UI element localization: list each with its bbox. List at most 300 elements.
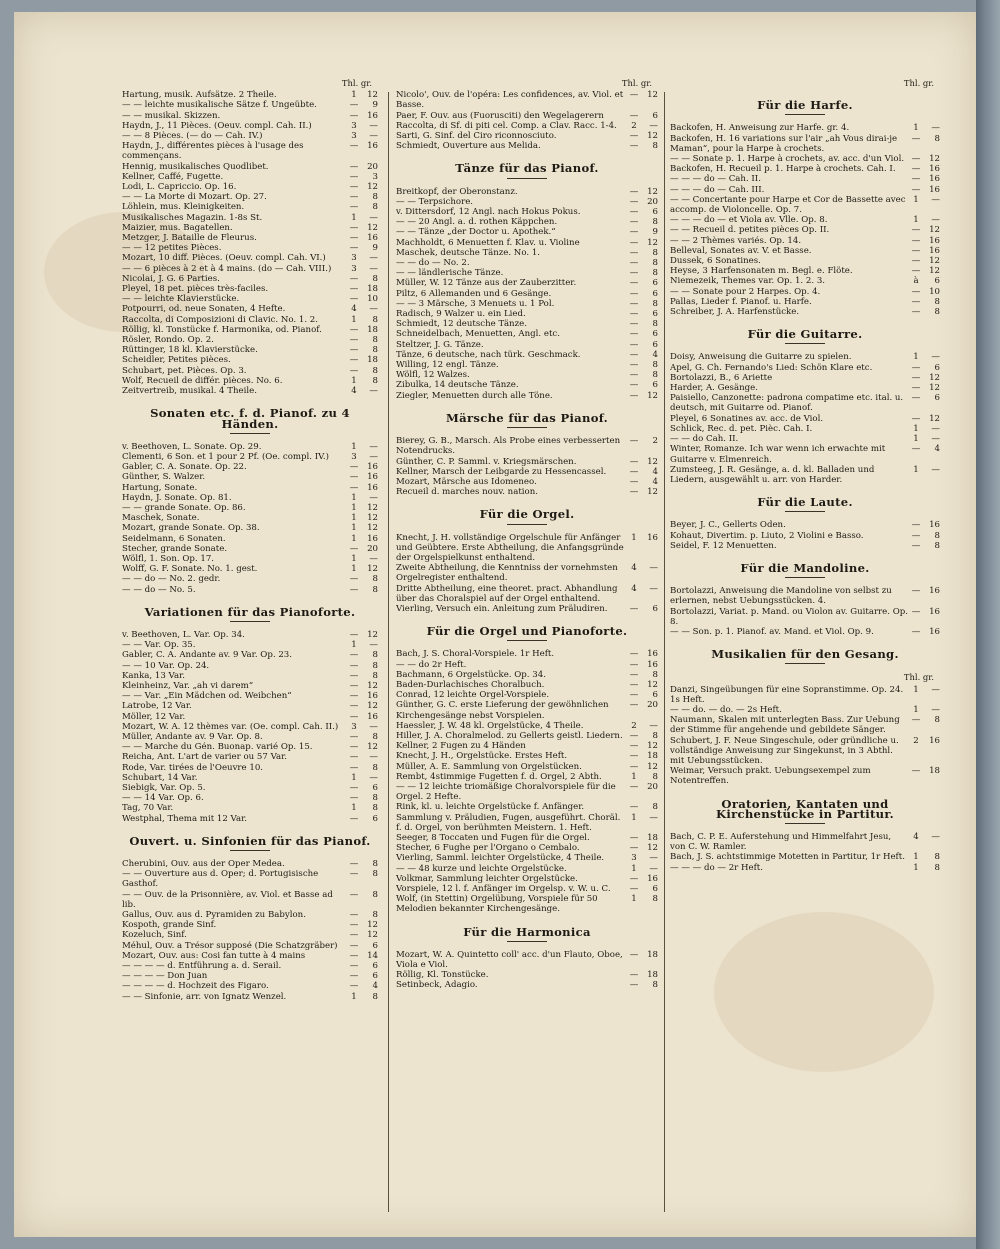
- price-thaler: —: [349, 182, 359, 193]
- section-divider: [507, 427, 547, 428]
- entry-title: Günther, S. Walzer.: [122, 472, 206, 483]
- catalogue-entry: [396, 660, 658, 670]
- price-groschen: 8: [372, 192, 378, 203]
- price-thaler: —: [911, 530, 921, 541]
- price-groschen: —: [649, 863, 658, 874]
- price-groschen: 16: [367, 472, 378, 483]
- price-thaler: 1: [631, 894, 637, 905]
- entry-title: Kellner, Marsch der Leibgarde zu Hessencassel.: [396, 466, 607, 477]
- price-groschen: 16: [929, 586, 940, 597]
- price-thaler: —: [349, 324, 359, 335]
- price-groschen: 8: [652, 370, 658, 381]
- price-column-header: Thl. gr.: [621, 78, 652, 88]
- section-title: Tänze für das Pianof.: [455, 161, 599, 176]
- price-groschen: —: [931, 215, 940, 226]
- price-groschen: 12: [647, 761, 658, 772]
- catalogue-entry: [122, 213, 378, 223]
- entry-title: Doisy, Anweisung die Guitarre zu spielen.: [670, 352, 852, 363]
- section-divider: [230, 850, 270, 851]
- entry-title: — — leichte musikalische Sätze f. Ungeübte.: [122, 100, 317, 111]
- entry-title: Musikalisches Magazin. 1-8s St.: [122, 212, 263, 223]
- price-groschen: —: [649, 120, 658, 131]
- entry-title: Haessler, J. W. 48 kl. Orgelstücke, 4 Theile.: [396, 720, 584, 731]
- price-thaler: 1: [631, 812, 637, 823]
- price-thaler: —: [349, 940, 359, 951]
- price-thaler: —: [349, 920, 359, 931]
- catalogue-entry: [122, 483, 378, 493]
- entry-title: — — 6 pièces à 2 et à 4 mains. (do — Cah. VIII.): [122, 263, 332, 274]
- entry-title: Breitkopf, der Oberonstanz.: [396, 186, 518, 197]
- price-groschen: 12: [647, 90, 658, 101]
- entry-title: Mozart, 10 diff. Pièces. (Oeuv. compl. Cah. VI.): [122, 253, 326, 264]
- price-thaler: 1: [351, 803, 357, 814]
- catalogue-entry: [396, 350, 658, 360]
- entry-title: Reicha, Ant. L'art de varier ou 57 Var.: [122, 752, 288, 763]
- entry-title: — — — do — Cah. III.: [670, 184, 765, 195]
- price-groschen: —: [931, 423, 940, 434]
- price-groschen: 16: [367, 691, 378, 702]
- catalogue-entry: [122, 661, 378, 671]
- price-groschen: 6: [372, 961, 378, 972]
- price-groschen: —: [369, 212, 378, 223]
- entry-title: — — grande Sonate. Op. 86.: [122, 502, 246, 513]
- catalogue-entry: [670, 393, 940, 413]
- catalogue-entry: [396, 772, 658, 782]
- catalogue-entry: [122, 192, 378, 202]
- catalogue-entry: [122, 783, 378, 793]
- entry-title: Seidelmann, 6 Sonaten.: [122, 533, 226, 544]
- price-thaler: —: [911, 766, 921, 777]
- entry-title: Schubert, J. F. Neue Singeschule, oder gründliche u. vollständige Anweisung zur Singekunst, in 3 Abthl. mit Uebungsstücken.: [670, 735, 899, 766]
- price-groschen: 20: [647, 781, 658, 792]
- entry-title: Bortolazzi, Variat. p. Mand. ou Violon av. Guitarre. Op. 8.: [670, 606, 908, 627]
- entry-title: Haydn, J., différentes pièces à l'usage des commençans.: [122, 141, 304, 162]
- catalogue-entry: [122, 442, 378, 452]
- catalogue-entry: [670, 383, 940, 393]
- price-groschen: —: [369, 640, 378, 651]
- entry-title: Schreiber, J. A. Harfenstücke.: [670, 307, 800, 318]
- price-thaler: —: [349, 345, 359, 356]
- price-thaler: —: [349, 273, 359, 284]
- entry-title: — — — — Don Juan: [122, 971, 208, 982]
- entry-title: — — Var. Op. 35.: [122, 640, 196, 651]
- price-groschen: 8: [652, 258, 658, 269]
- entry-title: Vierling, Versuch ein. Anleitung zum Präludiren.: [396, 603, 608, 614]
- price-groschen: 8: [934, 307, 940, 318]
- entry-title: — — do. — do. — 2s Heft.: [670, 704, 782, 715]
- catalogue-entry: [122, 920, 378, 930]
- price-thaler: —: [911, 245, 921, 256]
- entry-title: — — Sinfonie, arr. von Ignatz Wenzel.: [122, 991, 287, 1002]
- price-thaler: —: [629, 247, 639, 258]
- price-thaler: —: [349, 233, 359, 244]
- entry-title: Zweite Abtheilung, die Kenntniss der vornehmsten Orgelregister enthaltend.: [396, 563, 618, 584]
- entry-title: Röllig, Kl. Tonstücke.: [396, 970, 489, 981]
- catalogue-entry: [670, 236, 940, 246]
- entry-title: Danzi, Singeübungen für eine Sopranstimme. Op. 24. 1s Heft.: [670, 684, 904, 705]
- catalogue-entry: [122, 376, 378, 386]
- price-groschen: 12: [367, 564, 378, 575]
- price-thaler: —: [629, 360, 639, 371]
- entry-title: Recueil d. marches nouv. nation.: [396, 487, 538, 498]
- price-thaler: —: [629, 884, 639, 895]
- catalogue-entry: [122, 253, 378, 263]
- price-groschen: 20: [367, 543, 378, 554]
- price-thaler: 2: [913, 735, 919, 746]
- price-groschen: 12: [929, 413, 940, 424]
- price-groschen: —: [649, 853, 658, 864]
- catalogue-entry: [122, 574, 378, 584]
- catalogue-entry: [670, 154, 940, 164]
- price-thaler: 1: [913, 423, 919, 434]
- price-groschen: 8: [652, 217, 658, 228]
- entry-title: Knecht, J. H. vollständige Orgelschule für Anfänger und Geübtere. Erste Abtheilung, die Anfangsgründe der Orgelspielkunst enthaltend.: [396, 532, 624, 563]
- price-thaler: —: [911, 266, 921, 277]
- section-title: Märsche für das Pianof.: [446, 410, 608, 425]
- entry-title: — — 2 Thèmes variés. Op. 14.: [670, 235, 802, 246]
- price-groschen: 8: [652, 802, 658, 813]
- entry-title: — — Sonate p. 1. Harpe à crochets, av. acc. d'un Viol.: [670, 154, 905, 165]
- column-rule-right: [664, 92, 665, 1212]
- entry-title: — — — do — 2r Heft.: [670, 862, 763, 873]
- price-groschen: 6: [652, 380, 658, 391]
- catalogue-entry: [122, 701, 378, 711]
- price-thaler: —: [349, 365, 359, 376]
- entry-title: Zumsteeg, J. R. Gesänge, a. d. kl. Balladen und Liedern, ausgewählt u. arr. von Harder.: [670, 464, 875, 485]
- price-thaler: —: [349, 742, 359, 753]
- entry-title: Raccolta, di Composizioni di Clavic. No. 1. 2.: [122, 314, 319, 325]
- price-groschen: 12: [367, 513, 378, 524]
- entry-title: Nicolo', Ouv. de l'opéra: Les confidences, av. Viol. et Basse.: [396, 90, 624, 111]
- catalogue-entry: [122, 971, 378, 981]
- price-thaler: 1: [913, 194, 919, 205]
- entry-title: Sarti, G. Sinf. del Ciro riconnosciuto.: [396, 131, 557, 142]
- section-title: Für die Laute.: [757, 495, 853, 510]
- entry-title: Bortolazzi, Anweisung die Mandoline von selbst zu erlernen, nebst Uebungsstücken. 4.: [670, 586, 892, 607]
- entry-title: v. Dittersdorf, 12 Angl. nach Hokus Pokus.: [396, 207, 581, 218]
- price-groschen: 16: [647, 649, 658, 660]
- price-groschen: 8: [934, 133, 940, 144]
- entry-title: — — — do — Cah. II.: [670, 174, 761, 185]
- catalogue-entry: [396, 833, 658, 843]
- price-thaler: —: [629, 476, 639, 487]
- price-groschen: 6: [652, 339, 658, 350]
- catalogue-entry: [122, 793, 378, 803]
- entry-title: Knecht, J. H., Orgelstücke. Erstes Heft.: [396, 751, 568, 762]
- price-thaler: 1: [631, 532, 637, 543]
- price-groschen: 12: [929, 225, 940, 236]
- catalogue-column-3: [670, 78, 940, 873]
- catalogue-entry: [122, 752, 378, 762]
- price-thaler: 1: [913, 434, 919, 445]
- catalogue-entry: [122, 763, 378, 773]
- price-groschen: 12: [929, 256, 940, 267]
- entry-title: Lodi, L. Capriccio. Op. 16.: [122, 182, 237, 193]
- price-thaler: 1: [351, 314, 357, 325]
- catalogue-entry: [396, 289, 658, 299]
- entry-title: Schubart, pet. Pièces. Op. 3.: [122, 365, 247, 376]
- price-thaler: —: [629, 730, 639, 741]
- section-title: Für die Harfe.: [757, 98, 853, 113]
- catalogue-entry: [122, 462, 378, 472]
- catalogue-entry: [396, 340, 658, 350]
- catalogue-entry: [396, 533, 658, 564]
- catalogue-entry: [396, 690, 658, 700]
- catalogue-entry: [396, 187, 658, 197]
- price-groschen: 8: [652, 319, 658, 330]
- price-groschen: —: [931, 123, 940, 134]
- price-thaler: —: [911, 520, 921, 531]
- price-groschen: 8: [934, 296, 940, 307]
- catalogue-entry: [396, 278, 658, 288]
- price-thaler: —: [911, 133, 921, 144]
- price-column-header: Thl. gr.: [341, 78, 372, 88]
- entry-title: — — Concertante pour Harpe et Cor de Bassette avec accomp. de Violoncelle. Op. 7.: [670, 194, 906, 216]
- catalogue-entry: [396, 487, 658, 497]
- catalogue-entry: [396, 680, 658, 690]
- price-groschen: 6: [652, 309, 658, 320]
- price-groschen: 12: [647, 237, 658, 248]
- price-groschen: —: [369, 304, 378, 315]
- catalogue-entry: [396, 762, 658, 772]
- entry-title: Weimar, Versuch prakt. Uebungsexempel zum Notentreffen.: [670, 766, 871, 787]
- price-thaler: —: [349, 161, 359, 172]
- price-thaler: —: [349, 472, 359, 483]
- entry-title: Tag, 70 Var.: [122, 803, 174, 814]
- price-thaler: 1: [913, 215, 919, 226]
- price-groschen: 12: [367, 629, 378, 640]
- entry-title: — — — — d. Hochzeit des Figaro.: [122, 981, 269, 992]
- price-groschen: 8: [372, 889, 378, 900]
- price-thaler: —: [911, 235, 921, 246]
- price-thaler: 1: [913, 123, 919, 134]
- price-thaler: —: [911, 362, 921, 373]
- entry-title: Vierling, Samml. leichter Orgelstücke, 4 Theile.: [396, 853, 605, 864]
- price-groschen: 16: [367, 462, 378, 473]
- column-rule-left: [388, 92, 389, 1212]
- price-thaler: —: [629, 980, 639, 991]
- price-groschen: 12: [647, 487, 658, 498]
- price-groschen: 12: [367, 920, 378, 931]
- price-thaler: 4: [351, 304, 357, 315]
- price-thaler: —: [629, 970, 639, 981]
- entry-title: Bachmann, 6 Orgelstücke. Op. 34.: [396, 669, 546, 680]
- price-thaler: —: [349, 691, 359, 702]
- catalogue-entry: [670, 414, 940, 424]
- price-thaler: —: [629, 669, 639, 680]
- price-groschen: 9: [652, 227, 658, 238]
- price-thaler: —: [349, 100, 359, 111]
- price-thaler: —: [349, 574, 359, 585]
- price-groschen: 16: [929, 626, 940, 637]
- catalogue-entry: [670, 297, 940, 307]
- price-thaler: —: [629, 141, 639, 152]
- price-groschen: —: [369, 253, 378, 264]
- entry-title: Löhlein, mus. Kleinigkeiten.: [122, 202, 245, 213]
- price-groschen: 8: [652, 360, 658, 371]
- price-groschen: 6: [934, 393, 940, 404]
- entry-title: Hiller, J. A. Choralmelod. zu Gellerts geistl. Liedern.: [396, 730, 623, 741]
- price-thaler: 1: [913, 704, 919, 715]
- catalogue-entry: [122, 930, 378, 940]
- price-thaler: 2: [631, 120, 637, 131]
- price-groschen: —: [369, 120, 378, 131]
- price-thaler: 4: [631, 563, 637, 574]
- price-groschen: 8: [372, 574, 378, 585]
- entry-title: — — 48 kurze und leichte Orgelstücke.: [396, 863, 567, 874]
- entry-title: — — — do — et Viola av. Vlle. Op. 8.: [670, 215, 828, 226]
- catalogue-entry: [122, 681, 378, 691]
- price-thaler: —: [629, 237, 639, 248]
- price-thaler: —: [911, 383, 921, 394]
- price-groschen: 6: [652, 690, 658, 701]
- entry-title: — — Var. „Ein Mädchen od. Weibchen“: [122, 691, 292, 702]
- price-thaler: —: [629, 217, 639, 228]
- entry-title: — — La Morte di Mozart. Op. 27.: [122, 192, 267, 203]
- catalogue-column-2: [396, 78, 658, 991]
- price-groschen: —: [369, 441, 378, 452]
- entry-title: — — Ouverture aus d. Oper; d. Portugisische Gasthof.: [122, 869, 319, 890]
- entry-title: Willing, 12 engl. Tänze.: [396, 360, 499, 371]
- price-thaler: —: [349, 859, 359, 870]
- entry-title: Heyse, 3 Harfensonaten m. Begl. e. Flöte.: [670, 266, 853, 277]
- catalogue-entry: [396, 970, 658, 980]
- price-thaler: 1: [351, 212, 357, 223]
- price-thaler: 1: [351, 564, 357, 575]
- catalogue-entry: [122, 264, 378, 274]
- price-groschen: 12: [367, 930, 378, 941]
- catalogue-entry: [670, 225, 940, 235]
- entry-title: — — Marche du Gén. Buonap. varié Op. 15.: [122, 742, 313, 753]
- catalogue-entry: [396, 864, 658, 874]
- price-groschen: 8: [372, 345, 378, 356]
- entry-title: Tänze, 6 deutsche, nach türk. Geschmack.: [396, 349, 581, 360]
- section-title: Musikalien für den Gesang.: [711, 647, 899, 662]
- price-groschen: 8: [372, 762, 378, 773]
- entry-title: v. Beethoven, L. Var. Op. 34.: [122, 629, 245, 640]
- price-groschen: 12: [367, 523, 378, 534]
- price-thaler: —: [629, 370, 639, 381]
- entry-title: Pleyel, 6 Sonatines av. acc. de Viol.: [670, 413, 824, 424]
- price-thaler: 1: [913, 352, 919, 363]
- price-groschen: 8: [934, 540, 940, 551]
- price-groschen: 12: [647, 131, 658, 142]
- price-thaler: —: [629, 843, 639, 854]
- price-thaler: —: [629, 329, 639, 340]
- price-groschen: 12: [367, 701, 378, 712]
- price-thaler: 3: [351, 721, 357, 732]
- price-groschen: 12: [929, 266, 940, 277]
- catalogue-entry: [670, 246, 940, 256]
- price-groschen: 14: [367, 950, 378, 961]
- price-groschen: 6: [934, 276, 940, 287]
- price-thaler: —: [629, 761, 639, 772]
- catalogue-entry: [122, 386, 378, 396]
- price-thaler: —: [349, 680, 359, 691]
- catalogue-entry: [396, 436, 658, 456]
- price-thaler: —: [349, 462, 359, 473]
- price-thaler: —: [629, 949, 639, 960]
- catalogue-entry: [396, 741, 658, 751]
- entry-title: Westphal, Thema mit 12 Var.: [122, 813, 247, 824]
- price-thaler: —: [911, 444, 921, 455]
- catalogue-entry: [396, 782, 658, 802]
- price-thaler: 1: [351, 553, 357, 564]
- price-thaler: —: [629, 833, 639, 843]
- catalogue-entry: [396, 467, 658, 477]
- price-thaler: 1: [913, 464, 919, 475]
- price-groschen: 8: [372, 660, 378, 671]
- entry-title: Schmiedt, 12 deutsche Tänze.: [396, 319, 527, 330]
- price-thaler: —: [349, 660, 359, 671]
- catalogue-entry: [396, 121, 658, 131]
- price-thaler: —: [629, 339, 639, 350]
- catalogue-entry: [396, 227, 658, 237]
- catalogue-entry: [670, 174, 940, 184]
- price-groschen: 12: [647, 679, 658, 690]
- book-binding-edge: [976, 0, 1000, 1249]
- price-groschen: —: [369, 553, 378, 564]
- price-thaler: 1: [351, 513, 357, 524]
- price-groschen: 8: [372, 314, 378, 325]
- price-groschen: 12: [367, 182, 378, 193]
- price-groschen: —: [369, 721, 378, 732]
- price-groschen: 4: [652, 349, 658, 360]
- price-thaler: —: [349, 869, 359, 880]
- catalogue-entry: [122, 523, 378, 533]
- catalogue-entry: [396, 141, 658, 151]
- catalogue-entry: [670, 736, 940, 767]
- price-thaler: 1: [631, 771, 637, 782]
- catalogue-entry: [122, 869, 378, 889]
- catalogue-entry: [122, 325, 378, 335]
- catalogue-entry: [670, 832, 940, 852]
- price-thaler: 3: [351, 263, 357, 274]
- price-thaler: —: [349, 171, 359, 182]
- price-groschen: 12: [647, 390, 658, 401]
- price-thaler: —: [349, 202, 359, 213]
- price-groschen: 8: [372, 910, 378, 921]
- entry-title: Raccolta, di Sf. di piti cel. Comp. a Clav. Racc. 1-4.: [396, 120, 617, 131]
- price-thaler: —: [349, 961, 359, 972]
- price-thaler: —: [911, 606, 921, 617]
- entry-title: Kozeluch, Sinf.: [122, 930, 187, 941]
- price-thaler: —: [629, 873, 639, 884]
- price-thaler: —: [629, 349, 639, 360]
- price-thaler: —: [911, 225, 921, 236]
- entry-title: Steltzer, J. G. Tänze.: [396, 339, 484, 350]
- section-title: Für die Orgel und Pianoforte.: [426, 624, 628, 639]
- catalogue-entry: [122, 961, 378, 971]
- catalogue-entry: [670, 465, 940, 485]
- entry-title: Wolf, (in Stettin) Orgelübung, Vorspiele für 50 Melodien bekannter Kirchengesänge.: [396, 894, 598, 915]
- price-thaler: —: [629, 380, 639, 391]
- price-groschen: 16: [367, 110, 378, 121]
- price-thaler: —: [349, 670, 359, 681]
- price-thaler: 4: [631, 583, 637, 594]
- price-groschen: —: [369, 492, 378, 503]
- price-groschen: —: [649, 563, 658, 574]
- price-thaler: —: [349, 813, 359, 824]
- price-groschen: 8: [652, 730, 658, 741]
- price-thaler: —: [629, 487, 639, 498]
- price-thaler: 3: [631, 853, 637, 864]
- price-thaler: —: [349, 762, 359, 773]
- price-thaler: —: [629, 603, 639, 614]
- price-groschen: 18: [647, 970, 658, 981]
- catalogue-entry: [122, 742, 378, 752]
- catalogue-entry: [122, 162, 378, 172]
